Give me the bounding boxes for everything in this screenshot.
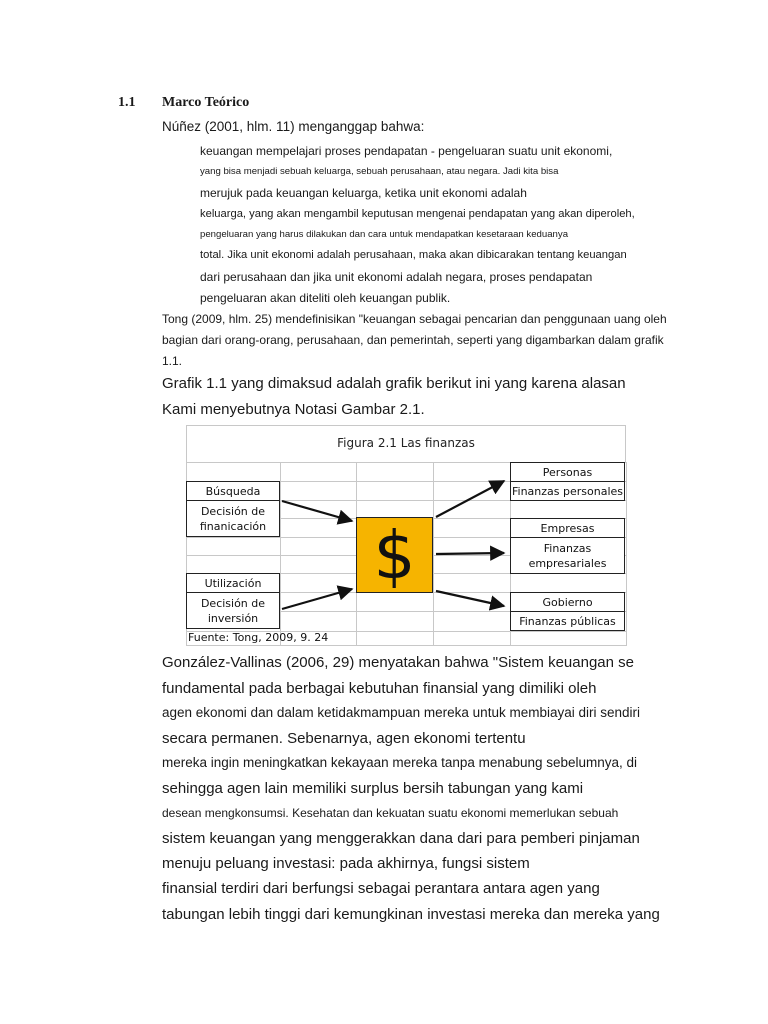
quote-line: yang bisa menjadi sebuah keluarga, sebuah perusahaan, atau negara. Jadi kita bisa: [200, 166, 559, 177]
gonzalez-line: González-Vallinas (2006, 29) menyatakan bahwa "Sistem keuangan se: [162, 654, 634, 671]
figure-las-finanzas: [186, 425, 626, 645]
finanzas-personales-box: Finanzas personales: [510, 481, 625, 501]
gonzalez-line: desean mengkonsumsi. Kesehatan dan kekuatan suatu ekonomi memerlukan sebuah: [162, 806, 619, 820]
dollar-sign-icon: $: [356, 517, 433, 593]
empresas-box: Empresas: [510, 518, 625, 538]
arrow-center-to-empresas: [436, 553, 504, 554]
finanzas-publicas-box: Finanzas públicas: [510, 611, 625, 631]
quote-line: pengeluaran yang harus dilakukan dan cara untuk mendapatkan kesetaraan keduanya: [200, 229, 569, 240]
intro-paragraph: Núñez (2001, hlm. 11) menganggap bahwa:: [162, 119, 425, 134]
box-line: finanicación: [199, 519, 267, 533]
personas-box: Personas: [510, 462, 625, 482]
figure-title: Figura 2.1 Las finanzas: [337, 436, 475, 450]
gonzalez-line: menuju peluang investasi: pada akhirnya, fungsi sistem: [162, 855, 530, 872]
gonzalez-line: agen ekonomi dan dalam ketidakmampuan mereka untuk membiayai diri sendiri: [162, 705, 640, 720]
gonzalez-line: sehingga agen lain memiliki surplus bersih tabungan yang kami: [162, 780, 584, 797]
tong-line: bagian dari orang-orang, perusahaan, dan pemerintah, seperti yang digambarkan dalam grafik: [162, 333, 664, 347]
tong-line: 1.1.: [162, 354, 183, 368]
box-line: Decisión de: [200, 504, 266, 518]
quote-line: total. Jika unit ekonomi adalah perusahaan, maka akan dibicarakan tentang keuangan: [200, 249, 627, 261]
arrow-center-to-personas: [436, 481, 504, 517]
arrow-center-to-gobierno: [436, 591, 504, 606]
tong-line: Tong (2009, hlm. 25) mendefinisikan "keuangan sebagai pencarian dan penggunaan uang oleh: [162, 312, 667, 326]
gobierno-box: Gobierno: [510, 592, 625, 612]
busqueda-box: Búsqueda: [186, 481, 280, 501]
box-line: Decisión de: [200, 596, 266, 610]
quote-line: pengeluaran akan diteliti oleh keuangan publik.: [200, 291, 451, 305]
section-title: Marco Teórico: [162, 95, 250, 110]
section-number: 1.1: [118, 95, 136, 110]
gonzalez-line: tabungan lebih tinggi dari kemungkinan investasi mereka dan mereka yang: [162, 906, 660, 923]
gonzalez-line: secara permanen. Sebenarnya, agen ekonomi tertentu: [162, 730, 526, 747]
box-line: empresariales: [528, 556, 607, 570]
grafik-line: Kami menyebutnya Notasi Gambar 2.1.: [162, 401, 425, 418]
figure-source: Fuente: Tong, 2009, 9. 24: [188, 631, 329, 644]
gonzalez-line: finansial terdiri dari berfungsi sebagai perantara antara agen yang: [162, 880, 600, 897]
grafik-line: Grafik 1.1 yang dimaksud adalah grafik berikut ini yang karena alasan: [162, 375, 626, 392]
utilizacion-box: Utilización: [186, 573, 280, 593]
arrows-layer: [186, 425, 626, 645]
gonzalez-line: mereka ingin meningkatkan kekayaan mereka tanpa menabung sebelumnya, di: [162, 755, 638, 770]
quote-line: keuangan mempelajari proses pendapatan - pengeluaran suatu unit ekonomi,: [200, 144, 613, 158]
box-line: Finanzas: [543, 541, 592, 555]
arrow-financiacion-to-center: [282, 501, 352, 521]
box-line: inversión: [207, 611, 259, 625]
quote-line: keluarga, yang akan mengambil keputusan mengenai pendapatan yang akan diperoleh,: [200, 208, 635, 220]
quote-line: merujuk pada keuangan keluarga, ketika unit ekonomi adalah: [200, 186, 527, 200]
quote-line: dari perusahaan dan jika unit ekonomi adalah negara, proses pendapatan: [200, 270, 593, 284]
arrow-inversion-to-center: [282, 589, 352, 609]
gonzalez-line: sistem keuangan yang menggerakkan dana dari para pemberi pinjaman: [162, 830, 640, 847]
gonzalez-line: fundamental pada berbagai kebutuhan finansial yang dimiliki oleh: [162, 680, 597, 697]
